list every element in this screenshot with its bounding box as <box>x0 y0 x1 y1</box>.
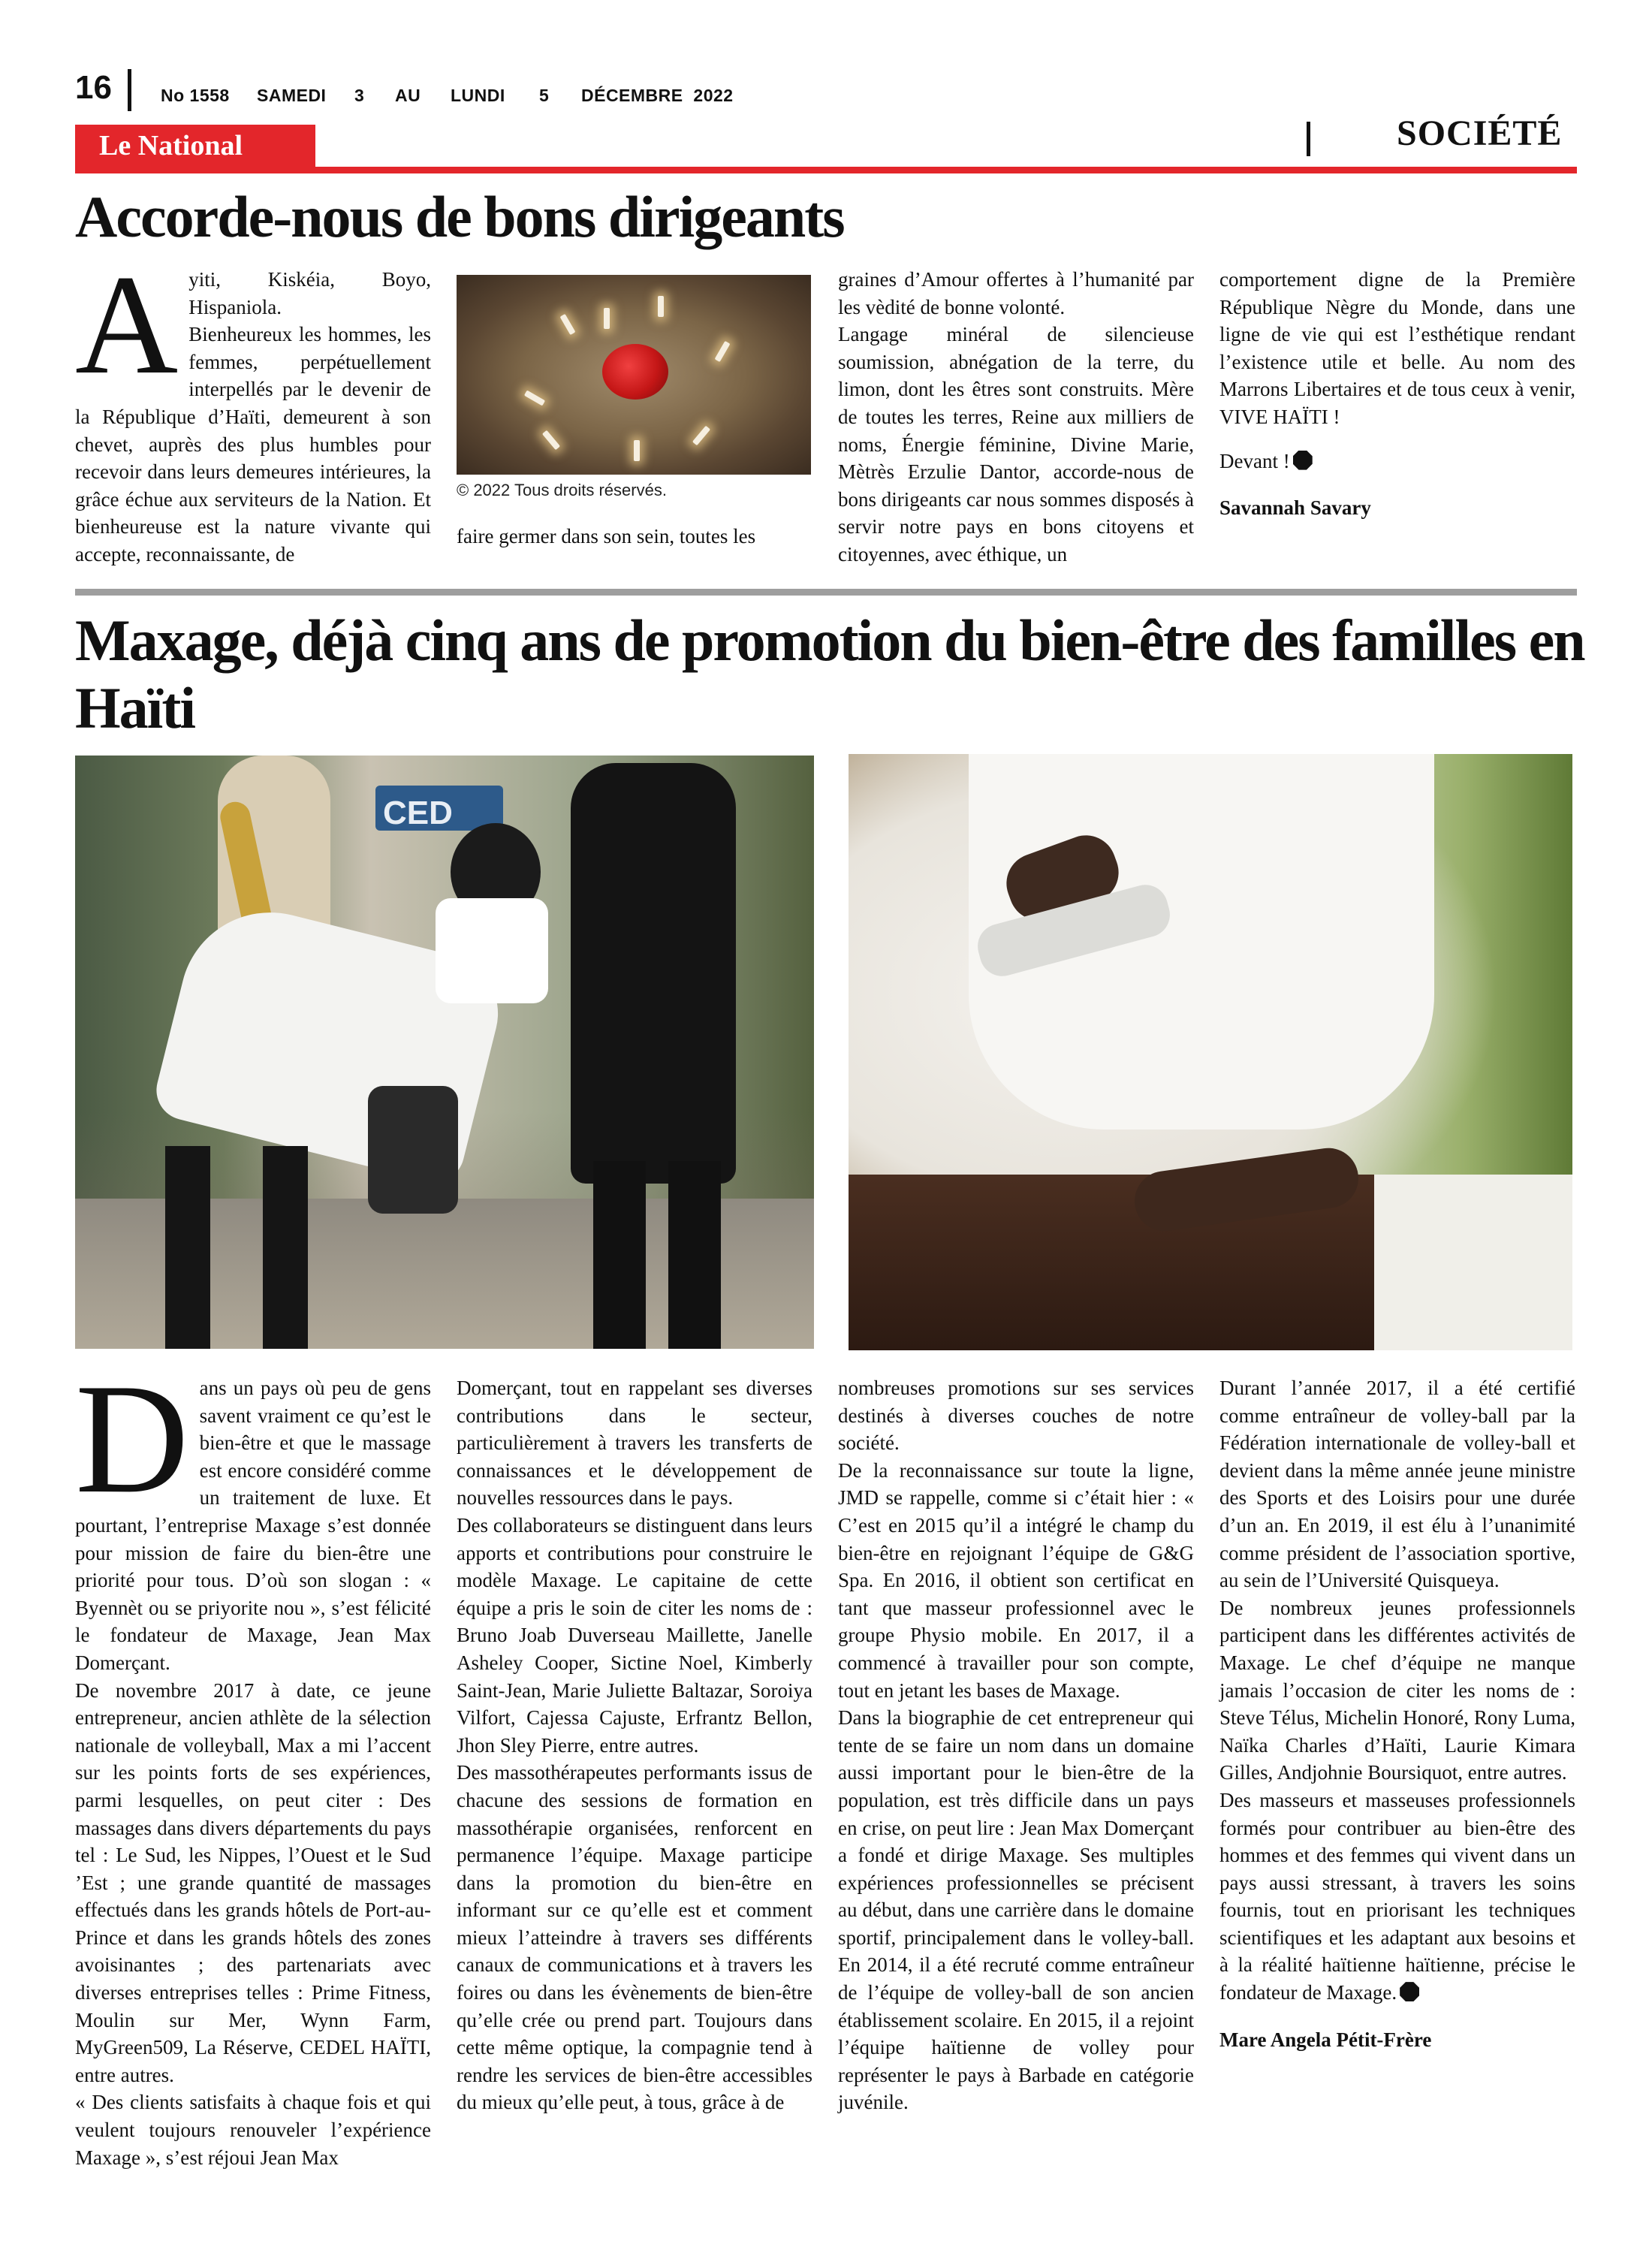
date-d2: 5 <box>539 86 550 105</box>
article2-col1 <box>75 1352 431 2171</box>
date-day1: SAMEDI <box>257 86 327 105</box>
date-d1: 3 <box>354 86 365 105</box>
article2-c3-p2: De la reconnaissance sur toute la ligne, JMD se rappelle, comme si c’était hier : « C’est en 2015 qu’il a intégré le champ du bien-être en rejoignant l’équipe de G&G Spa. En 2016, il obtient son certificat en tant que masseur professionnel avec le groupe Physio mobile. En 2017, il a commencé à travailler pour son compte, tout en jetant les bases de Maxage. <box>838 1458 1194 1702</box>
date-au: AU <box>395 86 421 105</box>
article1-col3 <box>838 266 1194 569</box>
article2-c1-p1: ans un pays où peu de gens savent vraiment ce qu’est le bien-être et que le massage est encore considéré comme un traitement de luxe. Et pourtant, l’entreprise Maxage s’est donnée pour mission de faire du bien-être une priorité pour tous. D’où son slogan : « Byennèt ou se priyorite nou », s’est félicité le fondateur de Maxage, Jean Max Domerçant. <box>75 1377 431 1674</box>
article2-c4-p1: Durant l’année 2017, il a été certifié comme entraîneur de volley-ball par la Fédération internationale de volley-ball et devient dans la même année jeune ministre des Sports et des Loisirs pour une durée d’un an. En 2019, il est élu à l’unanimité comme président de l’association sportive, au sein de l’Université Quisqueya. <box>1219 1377 1575 1592</box>
article1-col1-first: yiti, Kiskéia, Boyo, Hispaniola. <box>188 268 431 318</box>
brand-logo: Le National <box>99 130 243 161</box>
article2-col4 <box>1219 1374 1575 2053</box>
article2-c4-p2: De nombreux jeunes professionnels participent dans les différentes activités de Maxage. Le chef d’équipe ne manque jamais l’occasion de citer les noms de : Steve Télus, Michelin Honoré, Rony Luma, Naïka Charles d’Haïti, Laurie Kimara Gilles, Andjohnie Boursiquot, entre autres. <box>1219 1596 1575 1784</box>
candles-photo <box>457 275 811 475</box>
end-mark-icon <box>1400 1982 1419 2001</box>
date-day2: LUNDI <box>451 86 505 105</box>
article2-c2-p2: Des collaborateurs se distinguent dans leurs apports et contributions pour construire le modèle Maxage. Le capitaine de cette équipe a pris le soin de citer les noms de : Bruno Joab Duverseau Maillette, Janelle Asheley Cooper, Sictine Noel, Kimberly Saint-Jean, Marie Juliette Baltazar, Soroiya Vilfort, Cajessa Cajuste, Erfrantz Bellon, Jhon Sley Pierre, entre autres. <box>457 1513 812 1757</box>
candles-photo-caption: © 2022 Tous droits réservés. <box>457 481 667 499</box>
article1-col2-text: faire germer dans son sein, toutes les <box>457 525 756 547</box>
header-rule <box>75 167 1577 173</box>
article2-c1-p3: « Des clients satisfaits à chaque fois et qui veulent toujours renouveler l’expérience Maxage », s’est réjoui Jean Max <box>75 2091 431 2169</box>
article2-c2-p1: Domerçant, tout en rappelant ses diverses contributions dans le secteur, particulièrement à travers les transferts de connaissances et le développement de nouvelles ressources dans le pays. <box>457 1377 812 1510</box>
article2-c4-p3: Des masseurs et masseuses professionnels formés pour contribuer au bien-être des hommes et des femmes qui vivent dans un pays aussi stressant, à travers les soins fournis, tout en priorisant les techniques scientifiques et les adaptant aux besoins et à la réalité haïtienne haïtienne, précise le fondateur de Maxage. <box>1219 1788 1575 2004</box>
article2-c1-p2: De novembre 2017 à date, ce jeune entrepreneur, ancien athlète de la sélection nationale de volleyball, Max a mi l’accent sur les points forts de ses expériences, parmi lesquelles, on peut citer : Des massages dans divers départements du pays tel : Le Sud, les Nippes, l’Ouest et le Sud ’Est ; une grande quantité de massages effectués dans les grands hôtels de Port-au-Prince et dans les grands hôtels des zones avoisinantes ; des partenariats avec diverses entreprises telles : Prime Fitness, Moulin sur Mer, Wynn Farm, MyGreen509, La Réserve, CEDEL HAÏTI, entre autres. <box>75 1678 431 2086</box>
massage-photo-2 <box>849 754 1572 1350</box>
issue-number: No 1558 <box>161 86 230 105</box>
article1-col4 <box>1219 266 1575 522</box>
article2-c3-p3: Dans la biographie de cet entrepreneur qui tente de se faire un nom dans un domaine aussi important pour le bien-être de la population, est très difficile dans un pays en crise, on peut lire : Jean Max Domerçant a fondé et dirige Maxage. Ses multiples expériences professionnelles se précisent au début, dans une carrière dans le domaine sportif, principalement dans le volley-ball. En 2014, il a été recruté comme entraîneur de l’équipe de volley-ball de son ancien établissement scolaire. En 2015, il a rejoint l’équipe haïtienne de volley pour représenter le pays à Barbade en catégorie juvénile. <box>838 1706 1194 2114</box>
article1-col1-rest: Bienheureux les hommes, les femmes, perpétuellement interpellés par le devenir de la République d’Haïti, demeurent à son chevet, auprès des plus humbles pour recevoir dans leurs demeures intérieures, la grâce échue aux serviteurs de la Nation. Et bienheureuse est la nature vivante qui accepte, reconnaissante, de <box>75 323 431 566</box>
article1-col2 <box>457 523 812 550</box>
article2-col2 <box>457 1374 812 2116</box>
section-label: SOCIÉTÉ <box>1397 113 1563 153</box>
article1-col1 <box>75 246 431 569</box>
banner-text: CED <box>383 795 453 831</box>
article2-c2-p3: Des massothérapeutes performants issus de chacune des sessions de formation en massothérapie organisées, renforcent en permanence l’équipe. Maxage participe dans la promotion du bien-être en informant sur ce qu’elle est et comment mieux l’atteindre à travers ses différents canaux de communications et à travers les foires ou dans les évènements de bien-être qu’elle crée ou prend part. Toujours dans cette même optique, la compagnie tend à rendre les services de bien-être accessibles du mieux qu’elle peut, à tous, grâce à de <box>457 1761 812 2114</box>
article2-c3-p1: nombreuses promotions sur ses services destinés à diverses couches de notre société. <box>838 1377 1194 1455</box>
article1-title: Accorde-nous de bons dirigeants <box>75 184 844 249</box>
date-month-year: DÉCEMBRE 2022 <box>581 86 734 105</box>
article2-author: Mare Angela Pétit-Frère <box>1219 2028 1432 2051</box>
end-mark-icon <box>1293 451 1313 470</box>
article1-author: Savannah Savary <box>1219 496 1371 520</box>
page-number: 16 <box>75 69 112 106</box>
article2-col3 <box>838 1374 1194 2116</box>
article1-closing: Devant ! <box>1219 449 1290 472</box>
section-divider <box>1307 122 1310 156</box>
article1-col3-p1: graines d’Amour offertes à l’humanité par les vèdité de bonne volonté. <box>838 268 1194 318</box>
article1-col3-p2: Langage minéral de silencieuse soumission, abnégation de la terre, du limon, dont les êtres sont construits. Mère de toutes les terres, Reine aux milliers de noms, Énergie féminine, Divine Marie, Mètrès Erzulie Dantor, accorde-nous de bons dirigeants car nous sommes disposés à servir notre pays en bons citoyens et citoyennes, avec éthique, un <box>838 323 1194 566</box>
massage-photo-1 <box>75 756 814 1349</box>
article2-title: Maxage, déjà cinq ans de promotion du bien-être des familles en Haïti <box>75 608 1584 740</box>
article1-dropcap: A <box>75 246 179 404</box>
article1-col4-p1: comportement digne de la Première République Nègre du Monde, dans une ligne de vie qui est l’esthétique rendant l’existence utile et belle. Au nom des Marrons Libertaires et de tous ceux à venir, VIVE HAÏTI ! <box>1219 268 1575 428</box>
article2-dropcap: D <box>75 1352 189 1526</box>
page-number-divider <box>128 69 131 111</box>
article-separator <box>75 589 1577 596</box>
rose-petals <box>602 344 668 400</box>
